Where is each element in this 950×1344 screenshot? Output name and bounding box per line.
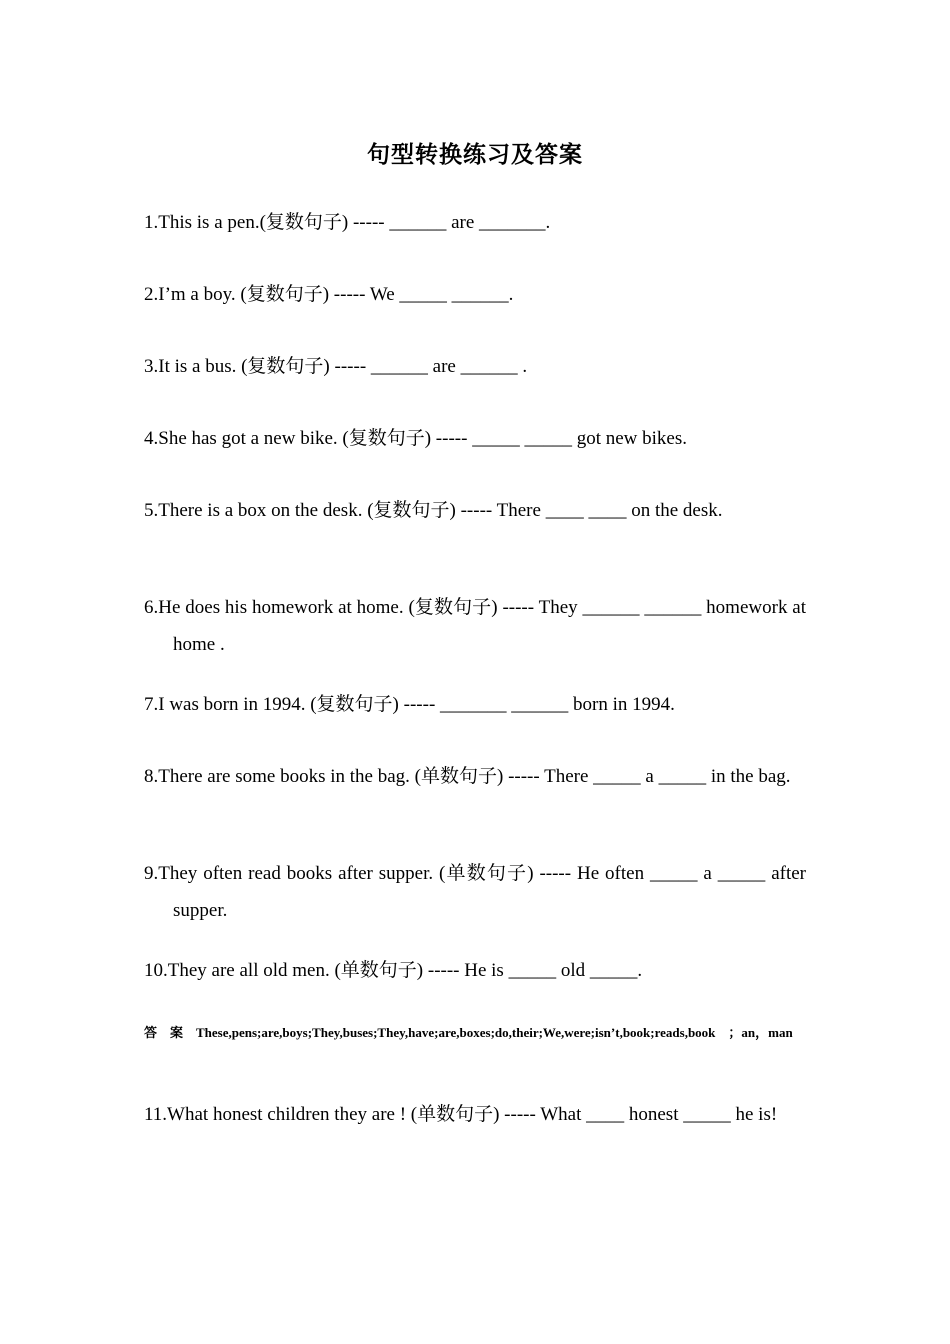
question-6 [144,589,806,663]
question-2: 2.I’m a boy. (复数句子) ----- We _____ ______. [144,284,514,305]
question-9 [144,855,806,929]
page-title: 句型转换练习及答案 [367,142,583,167]
question-10: 10.They are all old men. (单数句子) ----- He is _____ old _____. [144,960,643,981]
question-5-text: 5.There is a box on the desk. (复数句子) ----- There ____ ____ on the desk. [144,500,723,521]
question-5 [144,492,806,529]
question-8-text: 8.There are some books in the bag. (单数句子) ----- There _____ a _____ in the bag. [144,766,791,787]
question-11-text: 11.What honest children they are ! (单数句子) ----- What ____ honest _____ he is! [144,1104,778,1125]
question-1: 1.This is a pen.(复数句子) ----- ______ are _______. [144,212,551,233]
question-7: 7.I was born in 1994. (复数句子) ----- _______ ______ born in 1994. [144,694,675,715]
answer-key: 答 案 These,pens;are,boys;They,buses;They,have;are,boxes;do,their;We,were;isn’t,book;reads,book ；an，man [144,1025,793,1040]
question-6-text: 6.He does his homework at home. (复数句子) ----- They ______ ______ homework at home . [144,597,806,655]
question-4: 4.She has got a new bike. (复数句子) ----- _____ _____ got new bikes. [144,428,687,449]
question-3: 3.It is a bus. (复数句子) ----- ______ are ______ . [144,356,528,377]
question-11 [144,1096,806,1133]
question-8 [144,758,806,795]
question-9-text: 9.They often read books after supper. (单数句子) ----- He often _____ a _____ after supper. [144,863,806,921]
